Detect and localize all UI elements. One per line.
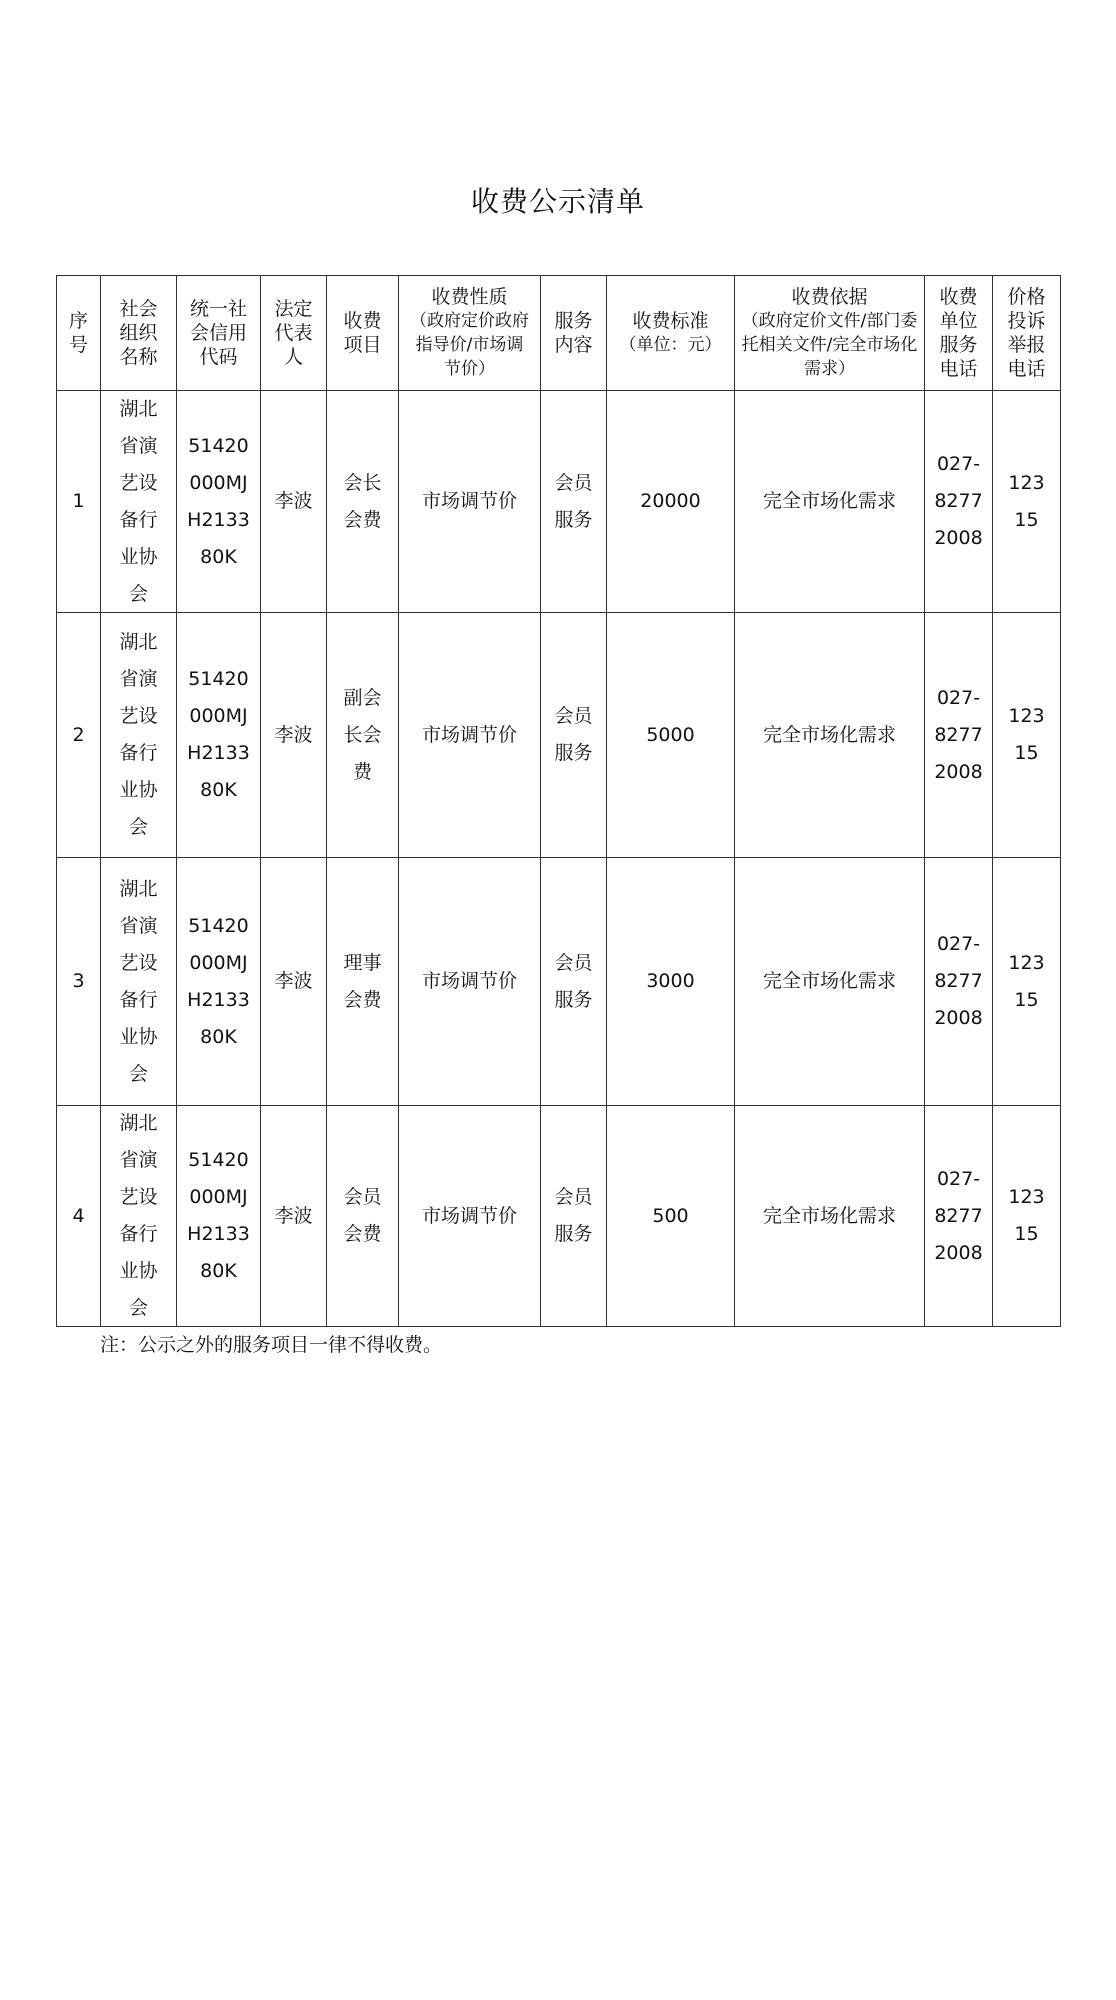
header-item — [326, 275, 398, 390]
row-3-service: 会员服务 — [554, 951, 593, 1011]
row-1-phone-cell — [924, 390, 992, 612]
row-4-phone-cell — [924, 1105, 992, 1327]
row-2-phone: 027-82772008 — [934, 686, 983, 783]
header-nature-main: 收费性质 — [431, 286, 508, 308]
row-3-org-cell — [100, 857, 176, 1105]
row-4-basis-cell — [734, 1105, 924, 1327]
row-3-item: 理事会费 — [343, 951, 382, 1011]
row-3-nature-cell — [398, 857, 540, 1105]
row-2-service: 会员服务 — [554, 705, 593, 764]
row-3-nature: 市场调节价 — [421, 970, 517, 992]
row-3-rep: 李波 — [274, 970, 313, 992]
row-3-phone: 027-82772008 — [934, 933, 983, 1029]
header-complaint — [992, 275, 1061, 390]
row-3-seq-cell — [56, 857, 100, 1105]
row-4-rep-cell — [260, 1105, 326, 1327]
row-4-org-cell — [100, 1105, 176, 1327]
header-item-text: 收费项目 — [343, 310, 382, 356]
header-seq-text: 序号 — [68, 310, 88, 356]
row-2-nature-cell — [398, 612, 540, 857]
row-2-rep: 李波 — [274, 723, 313, 746]
row-1-item: 会长会费 — [343, 471, 382, 531]
row-1-rep: 李波 — [274, 490, 313, 512]
row-4-rep: 李波 — [274, 1204, 313, 1227]
header-basis-sub: （政府定价文件/部门委托相关文件/完全市场化需求） — [741, 311, 918, 379]
row-3-seq: 3 — [72, 970, 85, 992]
row-3-credit-cell — [176, 857, 260, 1105]
row-3-standard-cell — [606, 857, 734, 1105]
row-1-complaint-cell — [992, 390, 1061, 612]
row-4-nature: 市场调节价 — [421, 1204, 517, 1227]
row-3-basis: 完全市场化需求 — [762, 970, 896, 992]
row-4-seq: 4 — [72, 1204, 85, 1227]
row-1-standard-cell — [606, 390, 734, 612]
row-1-seq: 1 — [72, 490, 85, 512]
row-3-basis-cell — [734, 857, 924, 1105]
row-1-credit-cell — [176, 390, 260, 612]
header-standard — [606, 275, 734, 390]
header-seq — [56, 275, 100, 390]
row-1-credit: 51420000MJH213380K — [187, 434, 250, 568]
row-4-complaint-cell — [992, 1105, 1061, 1327]
row-2-nature: 市场调节价 — [421, 723, 517, 746]
row-4-nature-cell — [398, 1105, 540, 1327]
row-1-org: 湖北省演艺设备行业协会 — [119, 397, 158, 605]
row-4-basis: 完全市场化需求 — [762, 1204, 896, 1227]
row-3-item-cell — [326, 857, 398, 1105]
header-phone-text: 收费单位服务电话 — [939, 286, 978, 380]
row-1-seq-cell — [56, 390, 100, 612]
row-3-complaint: 12315 — [1008, 951, 1045, 1011]
row-2-rep-cell — [260, 612, 326, 857]
row-1-nature: 市场调节价 — [421, 490, 517, 512]
header-credit-text: 统一社会信用代码 — [189, 298, 247, 368]
header-phone — [924, 275, 992, 390]
header-org — [100, 275, 176, 390]
row-2-basis: 完全市场化需求 — [762, 723, 896, 746]
row-1-basis-cell — [734, 390, 924, 612]
row-2-seq: 2 — [72, 723, 85, 746]
header-service-text: 服务内容 — [554, 310, 593, 356]
row-1-phone: 027-82772008 — [934, 453, 983, 549]
row-2-basis-cell — [734, 612, 924, 857]
header-basis-main: 收费依据 — [791, 286, 868, 308]
row-4-service-cell — [540, 1105, 606, 1327]
row-2-phone-cell — [924, 612, 992, 857]
row-1-standard: 20000 — [640, 490, 701, 512]
row-4-credit: 51420000MJH213380K — [187, 1149, 250, 1282]
row-2-seq-cell — [56, 612, 100, 857]
row-3-service-cell — [540, 857, 606, 1105]
header-rep — [260, 275, 326, 390]
row-4-phone: 027-82772008 — [934, 1167, 983, 1264]
row-2-standard: 5000 — [646, 723, 695, 746]
row-2-item-cell — [326, 612, 398, 857]
header-service — [540, 275, 606, 390]
row-1-complaint: 12315 — [1008, 471, 1045, 531]
row-2-credit: 51420000MJH213380K — [187, 668, 250, 801]
row-4-seq-cell — [56, 1105, 100, 1327]
row-2-credit-cell — [176, 612, 260, 857]
footnote: 注：公示之外的服务项目一律不得收费。 — [100, 1334, 443, 1356]
row-4-complaint: 12315 — [1008, 1186, 1045, 1245]
header-complaint-text: 价格投诉举报电话 — [1007, 286, 1046, 380]
row-1-org-cell — [100, 390, 176, 612]
row-1-item-cell — [326, 390, 398, 612]
header-credit — [176, 275, 260, 390]
row-4-credit-cell — [176, 1105, 260, 1327]
row-3-rep-cell — [260, 857, 326, 1105]
row-2-service-cell — [540, 612, 606, 857]
row-3-standard: 3000 — [646, 970, 695, 992]
row-4-item: 会员会费 — [343, 1186, 382, 1245]
row-4-standard-cell — [606, 1105, 734, 1327]
row-1-service: 会员服务 — [554, 471, 593, 531]
row-3-org: 湖北省演艺设备行业协会 — [119, 877, 158, 1085]
header-nature-sub: （政府定价政府指导价/市场调节价） — [410, 311, 529, 379]
header-standard-main: 收费标准 — [632, 310, 709, 332]
row-4-service: 会员服务 — [554, 1186, 593, 1245]
header-rep-text: 法定代表人 — [274, 298, 313, 368]
row-2-org-cell — [100, 612, 176, 857]
row-2-standard-cell — [606, 612, 734, 857]
row-3-complaint-cell — [992, 857, 1061, 1105]
row-2-org: 湖北省演艺设备行业协会 — [119, 631, 158, 838]
row-1-basis: 完全市场化需求 — [762, 490, 896, 512]
row-4-item-cell — [326, 1105, 398, 1327]
row-3-credit: 51420000MJH213380K — [187, 914, 250, 1048]
header-standard-sub: （单位：元） — [619, 335, 722, 355]
row-4-standard: 500 — [652, 1204, 689, 1227]
header-org-text: 社会组织名称 — [119, 298, 158, 368]
row-2-complaint: 12315 — [1008, 705, 1045, 764]
row-1-service-cell — [540, 390, 606, 612]
header-nature — [398, 275, 540, 390]
row-4-org: 湖北省演艺设备行业协会 — [119, 1112, 158, 1319]
row-1-nature-cell — [398, 390, 540, 612]
document-title: 收费公示清单 — [470, 185, 645, 218]
row-2-complaint-cell — [992, 612, 1061, 857]
row-1-rep-cell — [260, 390, 326, 612]
row-2-item: 副会长会费 — [343, 686, 382, 783]
row-3-phone-cell — [924, 857, 992, 1105]
header-basis — [734, 275, 924, 390]
